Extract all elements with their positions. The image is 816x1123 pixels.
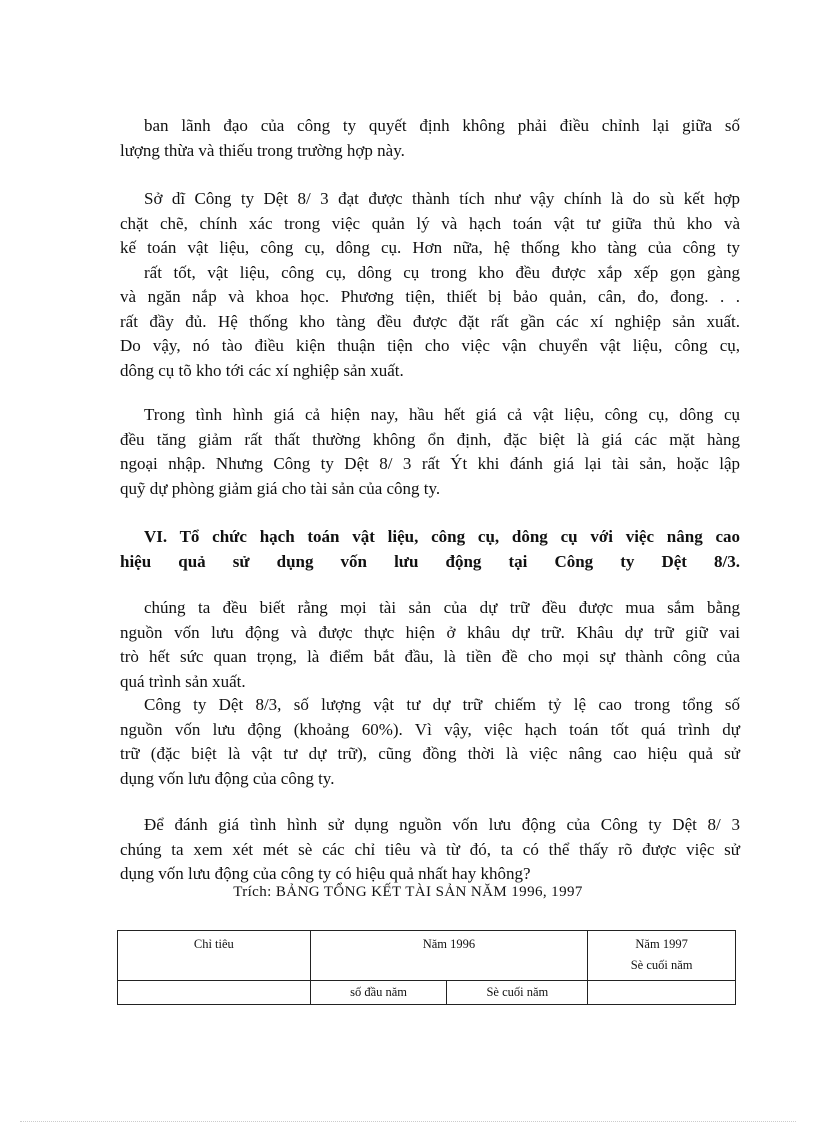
caption-title: BẢNG TỔNG KẾT TÀI SẢN NĂM 1996, 1997 xyxy=(275,884,583,900)
text-line: dông cụ tõ kho tới các xí nghiệp sản xuất. xyxy=(120,360,404,380)
header-1997-sub: Sè cuối năm xyxy=(630,958,693,972)
text-line: Để đánh giá tình hình sử dụng nguồn vốn lưu động của Công ty Dệt 8/ 3 xyxy=(144,815,740,834)
text-line: chúng ta đều biết rằng mọi tài sản của dự trữ đều được mua sắm bằng xyxy=(144,598,740,617)
header-indicator xyxy=(118,931,311,981)
paragraph-4 xyxy=(120,596,740,694)
paragraph-6 xyxy=(120,813,740,887)
table-caption xyxy=(0,884,816,901)
caption-prefix: Trích: xyxy=(233,884,276,900)
header-indicator-label: Chỉ tiêu xyxy=(193,937,234,951)
text-line: nguồn vốn lưu động (khoảng 60%). Vì vậy, việc hạch toán tốt quá trình dự xyxy=(120,719,740,739)
text-line: dụng vốn lưu động của công ty. xyxy=(120,768,335,788)
paragraph-3 xyxy=(120,403,740,501)
section-heading xyxy=(120,524,740,574)
header-1996-end-label: Sè cuối năm xyxy=(486,985,549,999)
text-line: Trong tình hình giá cả hiện nay, hầu hết giá cả vật liệu, công cụ, dông cụ xyxy=(144,405,740,424)
text-line: chặt chẽ, chính xác trong việc quản lý và hạch toán vật tư giữa thủ kho và xyxy=(120,213,740,233)
text-line: trò hết sức quan trọng, là điểm bắt đầu, là tiền đề cho mọi sự thành công của xyxy=(120,647,740,666)
header-1996-start-label: số đầu năm xyxy=(350,985,408,999)
text-line: trữ (đặc biệt là vật tư dự trữ), cũng đồng thời là việc nâng cao hiệu quả sử xyxy=(120,744,740,763)
text-line: dụng vốn lưu động của công ty có hiệu quả nhất hay không? xyxy=(120,864,531,883)
balance-sheet-table xyxy=(117,930,736,1005)
heading-line: VI. Tổ chức hạch toán vật liệu, công cụ, dông cụ với việc nâng cao xyxy=(144,527,740,546)
text-line: chúng ta xem xét mét sè các chỉ tiêu và từ đó, ta có thể thấy rõ được việc sử xyxy=(120,839,740,859)
header-1996-label: Năm 1996 xyxy=(422,937,476,951)
header-1997-label: Năm 1997 xyxy=(635,937,688,951)
empty-cell xyxy=(588,981,736,1005)
text-line: lượng thừa và thiếu trong trường hợp này. xyxy=(120,140,405,160)
text-line: ngoại nhập. Nhưng Công ty Dệt 8/ 3 rất Ýt khi đánh giá lại tài sản, hoặc lập xyxy=(120,454,740,473)
text-line: Sở dĩ Công ty Dệt 8/ 3 đạt được thành tích như vậy chính là do sù kết hợp xyxy=(144,189,740,208)
header-1996-end xyxy=(447,981,588,1005)
text-line: nguồn vốn lưu động và được thực hiện ở khâu dự trữ. Khâu dự trữ giữ vai xyxy=(120,622,740,642)
empty-cell xyxy=(118,981,311,1005)
heading-line: hiệu quả sử dụng vốn lưu động tại Công ty Dệt 8/3. xyxy=(120,552,740,571)
header-1996 xyxy=(310,931,588,981)
text-line: quỹ dự phòng giảm giá cho tài sản của công ty. xyxy=(120,478,441,498)
header-1996-start xyxy=(310,981,447,1005)
text-line: Công ty Dệt 8/3, số lượng vật tư dự trữ chiếm tỷ lệ cao trong tổng số xyxy=(144,695,740,714)
text-line: đều tăng giảm rất thất thường không ổn định, đặc biệt là giá các mặt hàng xyxy=(120,429,740,449)
text-line: quá trình sản xuất. xyxy=(120,671,246,691)
text-line: và ngăn nắp và khoa học. Phương tiện, thiết bị bảo quản, cân, đo, đong. . . xyxy=(120,287,740,306)
text-line: Do vậy, nó tào điều kiện thuận tiện cho việc vận chuyển vật liệu, công cụ, xyxy=(120,336,740,355)
paragraph-1 xyxy=(120,114,740,163)
header-1997 xyxy=(588,931,736,981)
text-line: rất tốt, vật liệu, công cụ, dông cụ trong kho đều được xắp xếp gọn gàng xyxy=(144,262,740,282)
text-line: ban lãnh đạo của công ty quyết định không phải điều chỉnh lại giữa số xyxy=(144,116,740,135)
page-bottom-rule xyxy=(20,1121,796,1122)
paragraph-2 xyxy=(120,187,740,383)
text-line: rất đầy đủ. Hệ thống kho tàng đều được đặt rất gần các xí nghiệp sản xuất. xyxy=(120,311,740,331)
text-line: kế toán vật liệu, công cụ, dông cụ. Hơn nữa, hệ thống kho tàng của công ty xyxy=(120,238,740,257)
paragraph-5 xyxy=(120,693,740,791)
